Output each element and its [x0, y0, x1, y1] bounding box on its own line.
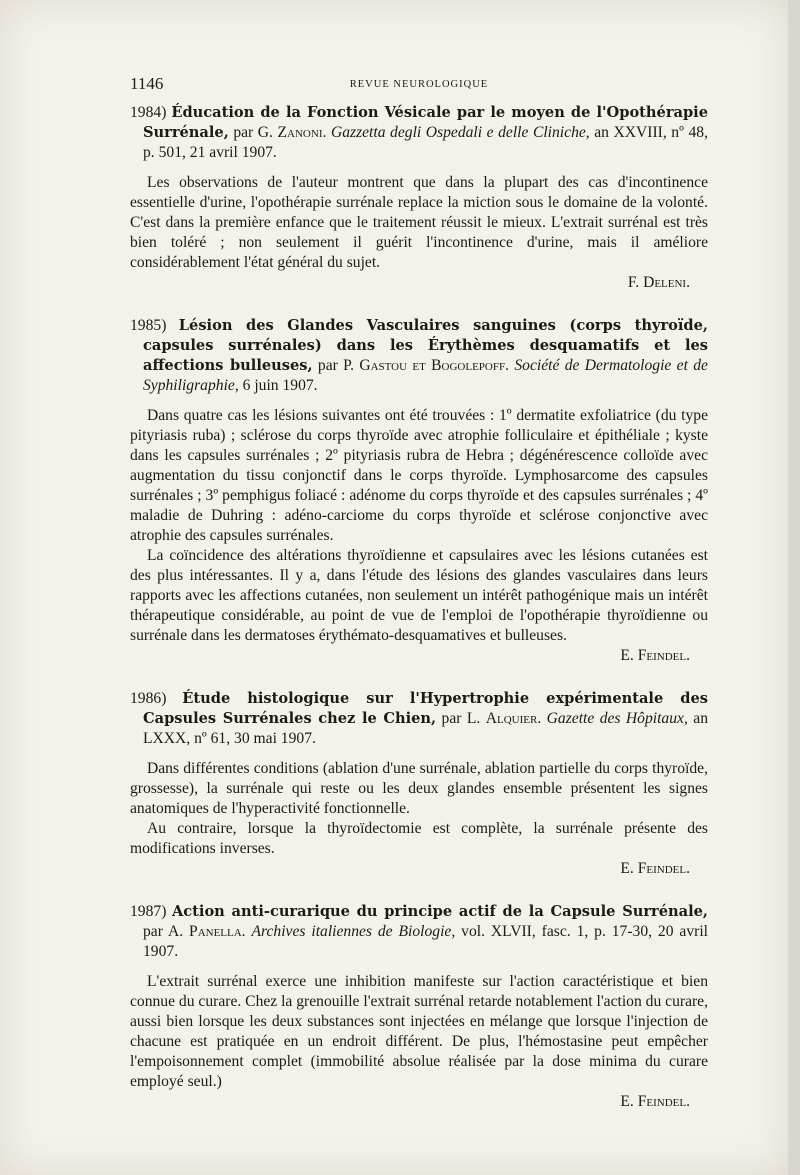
entry-paragraph: Au contraire, lorsque la thyroïdectomie est complète, la surrénale présente des modifications inverses.: [130, 820, 708, 857]
entry-paragraph: Dans quatre cas les lésions suivantes ont été trouvées : 1º dermatite exfoliatrice (du type pityriasis ruba) ; sclérose du corps thyroïde avec atrophie folliculaire et épithéliale ; kyste dans les capsules surrénales ; 2º pityriasis rubra de Hebra ; dégénérescence colloïde avec augmentation du tissu conjonctif dans le corps thyroïde. Lymphosarcome des capsules surrénales ; 3º pemphigus foliacé : adénome du corps thyroïde et des capsules surrénales ; 4º maladie de Duhring : adéno-carciome du corps thyroïde et sclérose conjonctive avec atrophie des capsules surrénales.: [130, 407, 708, 544]
entry-title: Action anti-curarique du principe actif de la Capsule Surrénale,: [171, 903, 708, 920]
abstract-entry: [130, 902, 708, 1112]
entry-paragraph: Dans différentes conditions (ablation d'une surrénale, ablation partielle du corps thyroïde, grossesse), la surrénale qui reste ou les deux glandes ensemble présentent les signes anatomiques de l'hyperactivité fonctionnelle.: [130, 760, 708, 817]
signature-initial: E.: [620, 1093, 634, 1110]
entry-title: Étude histologique sur l'Hypertrophie expérimentale des Capsules Surrénales chez le Chien,: [143, 690, 708, 727]
entry-heading: [130, 316, 708, 396]
entry-by: par P.: [317, 357, 354, 374]
abstract-entry: [130, 316, 708, 666]
entry-journal: Gazette des Hôpitaux,: [546, 710, 688, 727]
entry-number: 1986): [130, 690, 167, 707]
entry-paragraph: L'extrait surrénal exerce une inhibition manifeste sur l'action caractéristique et bien connue du curare. Chez la grenouille l'extrait surrénal retarde notablement l'action du curare, aussi bien lorsque les deux substances sont injectées en mélange que lorsque l'injection de chacune est pratiquée en un endroit différent. De plus, l'hémostasine peut empêcher l'empoisonnement complet (immobilité absolue réalisée par la dose minima du curare employé seul.): [130, 973, 708, 1090]
entry-by: par L.: [441, 710, 481, 727]
entry-author: Alquier.: [485, 710, 542, 727]
signature-initial: E.: [620, 647, 634, 664]
entry-signature: [130, 646, 708, 666]
entry-signature: [130, 859, 708, 879]
entry-number: 1987): [130, 903, 167, 920]
entry-number: 1984): [130, 104, 167, 121]
entry-title: Éducation de la Fonction Vésicale par le moyen de l'Opothérapie Surrénale,: [143, 104, 708, 141]
entry-signature: [130, 273, 708, 293]
entry-journal: Gazzetta degli Ospedali e delle Cliniche,: [330, 124, 590, 141]
entry-author: Gastou et Bogolepoff.: [359, 357, 510, 374]
entry-author: Panella.: [189, 923, 246, 940]
entry-journal: Société de Dermatologie et de Syphiligraphie,: [143, 357, 708, 394]
entry-heading: [130, 902, 708, 962]
signature-name: Feindel.: [637, 860, 690, 877]
entry-heading: [130, 689, 708, 749]
page-number: 1146: [130, 74, 164, 93]
signature-name: Feindel.: [637, 647, 690, 664]
page-header: [130, 74, 708, 98]
entry-by: par G.: [233, 124, 273, 141]
signature-name: Feindel.: [637, 1093, 690, 1110]
signature-initial: F.: [627, 274, 640, 291]
content: [130, 103, 708, 1135]
entry-title: Lésion des Glandes Vasculaires sanguines (corps thyroïde, capsules surrénales) dans les Érythèmes desquamatifs et les affections bulleuses,: [143, 317, 708, 374]
entry-by: par A.: [143, 923, 184, 940]
entry-signature: [130, 1092, 708, 1112]
entry-paragraph: Les observations de l'auteur montrent que dans la plupart des cas d'incontinence essentielle d'urine, l'opothérapie surrénale replace la miction sous le domaine de la volonté. C'est dans la première enfance que le traitement réussit le mieux. L'extrait surrénal est très bien toléré ; non seulement il guérit l'incontinence d'urine, mais il améliore considérablement l'état général du sujet.: [130, 174, 708, 271]
signature-initial: E.: [620, 860, 634, 877]
abstract-entry: [130, 689, 708, 879]
entry-journal: Archives italiennes de Biologie,: [251, 923, 456, 940]
entry-details: vol. XLVII, fasc. 1, p. 17-30, 20 avril 1907.: [143, 923, 709, 960]
signature-name: Deleni.: [643, 274, 690, 291]
entry-author: Zanoni.: [277, 124, 327, 141]
running-title: REVUE NEUROLOGIQUE: [349, 79, 489, 90]
entry-details: 6 juin 1907.: [242, 377, 318, 394]
entry-heading: [130, 103, 708, 163]
entry-number: 1985): [130, 317, 167, 334]
entry-paragraph: La coïncidence des altérations thyroïdienne et capsulaires avec les lésions cutanées est des plus intéressantes. Il y a, dans l'étude des lésions des glandes vasculaires dans leurs rapports avec les affections cutanées, non seulement un intérêt pathogénique mais un intérêt thérapeutique considérable, au point de vue de l'emploi de l'opothérapie thyroïdienne ou surrénale dans les dermatoses érythémato-desquamatives et bulleuses.: [130, 547, 708, 644]
entry-details: an XXVIII, nº 48, p. 501, 21 avril 1907.: [143, 124, 708, 161]
entry-details: an LXXX, nº 61, 30 mai 1907.: [143, 710, 708, 747]
abstract-entry: [130, 103, 708, 293]
